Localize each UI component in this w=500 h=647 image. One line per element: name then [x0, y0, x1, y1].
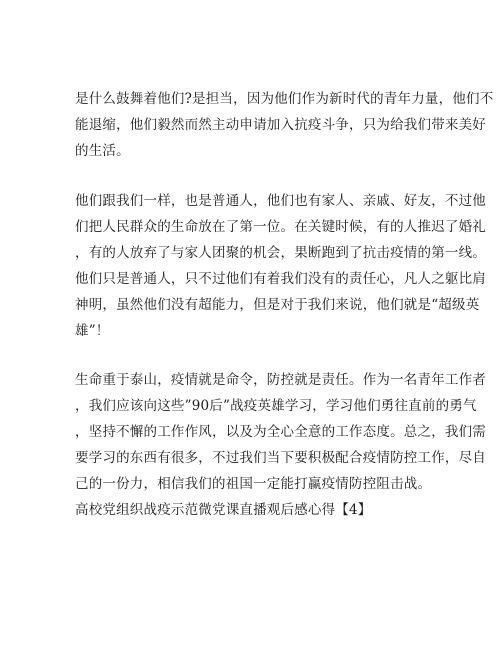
- paragraph-1-line-2: 能退缩，他们毅然而然主动申请加入抗疫斗争，只为给我们带来美好: [75, 117, 486, 133]
- paragraph-1-line-1: 是什么鼓舞着他们?是担当，因为他们作为新时代的青年力量，他们不: [75, 91, 494, 107]
- paragraph-2-line-1: 他们跟我们一样，也是普通人，他们也有家人、亲戚、好友，不过他: [75, 193, 486, 209]
- paragraph-3-line-5: 己的一份力，相信我们的祖国一定能打赢疫情防控阻击战。: [75, 476, 432, 492]
- paragraph-2-line-4: 他们只是普通人，只不过他们有着我们没有的责任心，凡人之躯比肩: [75, 271, 486, 287]
- paragraph-1-line-3: 的生活。: [75, 143, 130, 159]
- paragraph-2-line-5: 神明，虽然他们没有超能力，但是对于我们来说，他们就是“超级英: [75, 297, 480, 313]
- paragraph-2: [75, 188, 486, 344]
- paragraph-3: [75, 367, 486, 497]
- paragraph-3-line-4: 要学习的东西有很多，不过我们当下要积极配合疫情防控工作，尽自: [75, 450, 486, 466]
- paragraph-2-line-2: 们把人民群众的生命放在了第一位。在关键时候，有的人推迟了婚礼: [75, 219, 486, 235]
- section-heading: 高校党组织战疫示范微党课直播观后感心得【4】: [75, 502, 372, 518]
- paragraph-1: [75, 86, 494, 164]
- paragraph-3-line-3: ，坚持不懈的工作作风，以及为全心全意的工作态度。总之，我们需: [75, 424, 486, 440]
- paragraph-2-line-3: ，有的人放弃了与家人团聚的机会，果断跑到了抗击疫情的第一线。: [75, 245, 486, 261]
- paragraph-2-line-6: 雄”！: [75, 323, 110, 339]
- paragraph-3-line-2: ，我们应该向这些”90后”战疫英雄学习，学习他们勇往直前的勇气: [75, 398, 477, 414]
- paragraph-3-line-1: 生命重于泰山，疫情就是命令，防控就是责任。作为一名青年工作者: [75, 372, 486, 388]
